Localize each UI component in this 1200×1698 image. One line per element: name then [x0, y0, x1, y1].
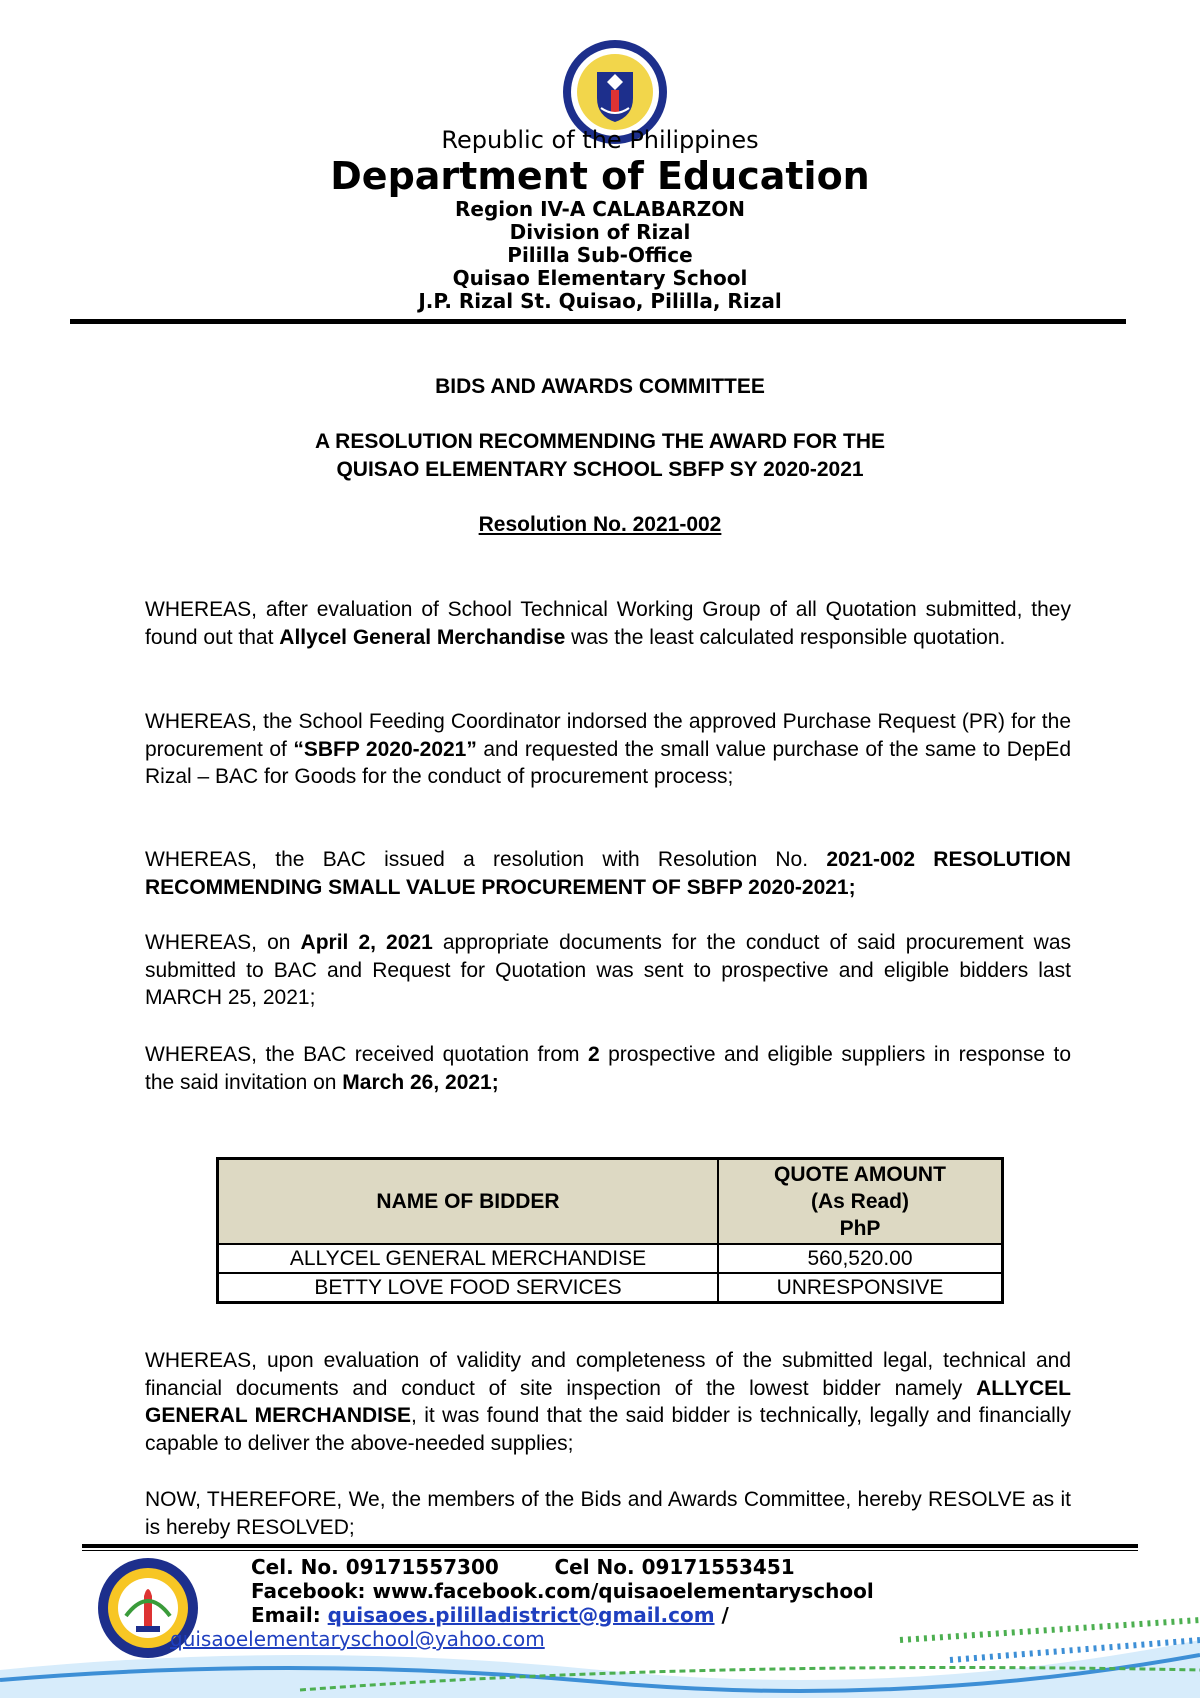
table-row — [218, 1244, 1003, 1273]
text-segment: WHEREAS, the BAC issued a resolution with Resolution No. — [145, 848, 827, 871]
text-segment: , it was found that the said bidder is technically, legally and financially capable to deliver the above-needed supplies; — [145, 1404, 1071, 1455]
resolution-title-line1: A RESOLUTION RECOMMENDING THE AWARD FOR THE — [314, 430, 886, 453]
sub-office-line: Pililla Sub-Office — [507, 243, 693, 267]
footer-divider-thin — [82, 1550, 1138, 1551]
whereas-paragraph-5 — [145, 1041, 1071, 1096]
bidder-name-cell: BETTY LOVE FOOD SERVICES — [218, 1273, 719, 1303]
email-link-yahoo[interactable]: quisaoelementaryschool@yahoo.com — [170, 1627, 545, 1651]
division-line: Division of Rizal — [509, 220, 691, 244]
whereas-paragraph-2 — [145, 708, 1071, 791]
header-line: QUOTE AMOUNT — [774, 1163, 946, 1186]
department-heading: Department of Education — [330, 154, 870, 198]
resolution-number: Resolution No. 2021-002 — [478, 513, 722, 536]
bold-segment: 2021-002 RESOLUTION RECOMMENDING SMALL VALUE PROCUREMENT OF SBFP 2020-2021; — [145, 848, 1071, 899]
quote-amount-header — [718, 1159, 1003, 1245]
header-line: (As Read) — [810, 1190, 910, 1213]
address-line: J.P. Rizal St. Quisao, Pililla, Rizal — [418, 289, 782, 313]
table-header-row — [218, 1159, 1003, 1245]
email-label: Email: — [251, 1603, 328, 1627]
resolution-title-line2: QUISAO ELEMENTARY SCHOOL SBFP SY 2020-2021 — [336, 458, 864, 481]
quote-amount-cell: UNRESPONSIVE — [718, 1273, 1003, 1303]
table-row — [218, 1273, 1003, 1303]
whereas-paragraph-1 — [145, 596, 1071, 651]
header-divider — [70, 319, 1126, 324]
bidder-table — [216, 1157, 1004, 1304]
text-segment: WHEREAS, after evaluation of School Technical Working Group of all Quotation submitted, they found out that — [145, 598, 1071, 649]
text-segment: WHEREAS, on — [145, 931, 301, 954]
bold-segment: “SBFP 2020-2021” — [293, 737, 477, 761]
bidder-name-header: NAME OF BIDDER — [218, 1159, 719, 1245]
text-segment: prospective and eligible suppliers in response to the said invitation on — [145, 1043, 1072, 1094]
bold-segment: ALLYCEL GENERAL MERCHANDISE — [145, 1376, 1071, 1427]
bidder-name-cell: ALLYCEL GENERAL MERCHANDISE — [218, 1244, 719, 1273]
text-segment: and requested the small value purchase of the same to DepEd Rizal – BAC for Goods for the conduct of procurement process; — [145, 737, 1072, 788]
footer-phones: Cel. No. 09171557300 Cel No. 09171553451 — [251, 1555, 795, 1579]
quote-amount-cell: 560,520.00 — [718, 1244, 1003, 1273]
bold-segment: April 2, 2021 — [300, 931, 433, 954]
school-line: Quisao Elementary School — [452, 266, 748, 290]
whereas-paragraph-6 — [145, 1347, 1071, 1457]
text-segment: WHEREAS, the School Feeding Coordinator indorsed the approved Purchase Request (PR) for the procurement of — [145, 710, 1071, 761]
footer-facebook: Facebook: www.facebook.com/quisaoelementaryschool — [251, 1579, 874, 1603]
whereas-paragraph-4 — [145, 929, 1071, 1012]
republic-heading: Republic of the Philippines — [441, 126, 759, 154]
email-separator: / — [714, 1603, 729, 1627]
region-line: Region IV-A CALABARZON — [454, 197, 746, 221]
footer-email-line-2 — [170, 1629, 545, 1649]
bold-segment: 2 — [587, 1043, 600, 1066]
text-segment: was the least calculated responsible quotation. — [565, 625, 1006, 649]
resolve-paragraph: NOW, THEREFORE, We, the members of the Bids and Awards Committee, hereby RESOLVE as it is hereby RESOLVED; — [145, 1488, 1071, 1539]
footer-divider — [82, 1544, 1138, 1548]
whereas-paragraph-3 — [145, 846, 1071, 901]
footer-email-line — [251, 1605, 729, 1625]
text-segment: WHEREAS, upon evaluation of validity and completeness of the submitted legal, technical and financial documents and conduct of site inspection of the lowest bidder namely — [145, 1349, 1071, 1400]
bold-segment: March 26, 2021; — [342, 1070, 499, 1094]
header-line: PhP — [839, 1217, 881, 1240]
email-link-gmail[interactable]: quisaoes.pililladistrict@gmail.com — [327, 1603, 715, 1627]
text-segment: WHEREAS, the BAC received quotation from — [145, 1043, 588, 1066]
bold-segment: Allycel General Merchandise — [279, 625, 566, 649]
committee-title: BIDS AND AWARDS COMMITTEE — [435, 375, 765, 398]
text-segment: appropriate documents for the conduct of said procurement was submitted to BAC and Request for Quotation was sent to prospective and eligible bidders last MARCH 25, 2021; — [145, 931, 1072, 1009]
